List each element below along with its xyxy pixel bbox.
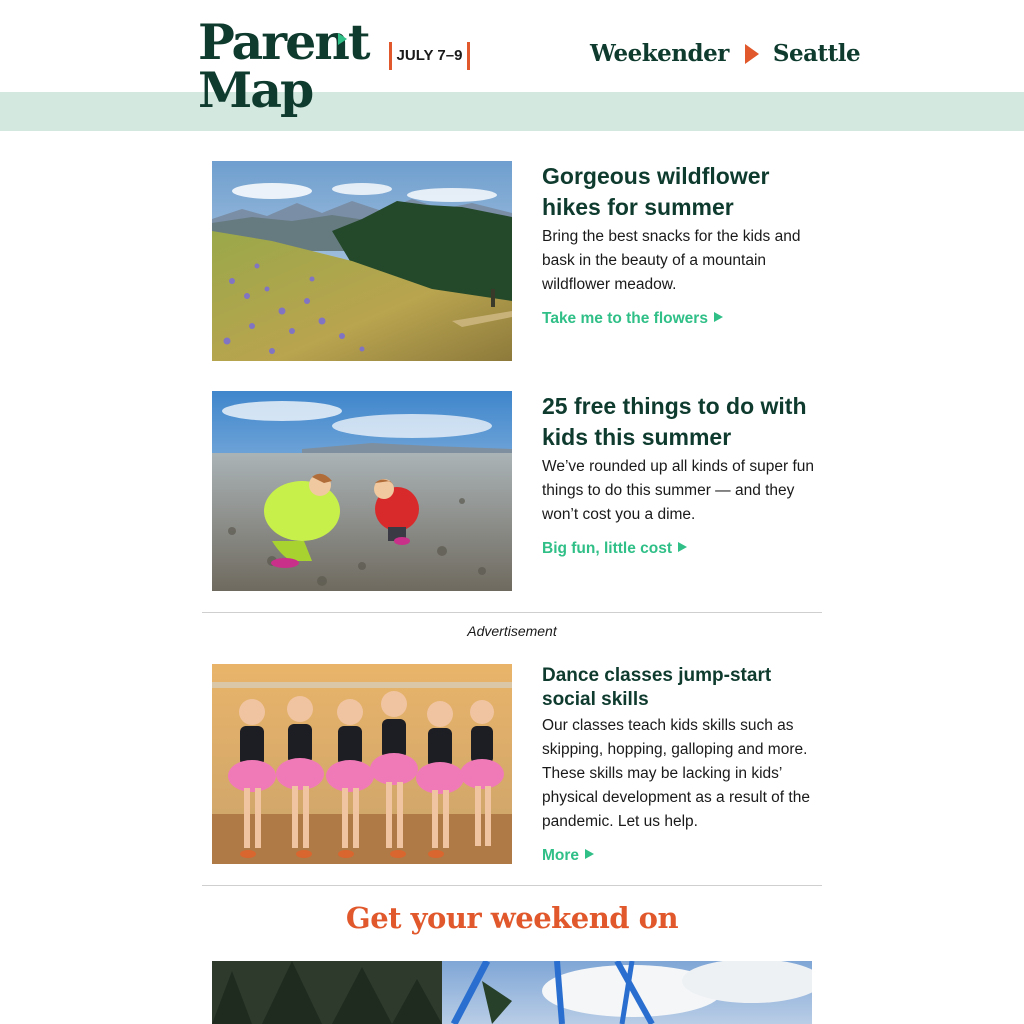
wildflower-meadow-photo[interactable] <box>212 161 512 361</box>
article-description: Bring the best snacks for the kids and bask in the beauty of a mountain wildflower meadow. <box>542 228 801 293</box>
article-description: We’ve rounded up all kinds of super fun things to do this summer — and they won’t cost you a dime. <box>542 458 814 523</box>
advertisement-label: Advertisement <box>467 623 557 639</box>
ad-headline[interactable]: Dance classes jump-start social skills <box>542 665 772 710</box>
divider <box>202 885 822 886</box>
logo-word-map: Map <box>198 61 313 119</box>
edition-name: Weekender <box>590 40 729 67</box>
article-headline[interactable]: 25 free things to do with kids this summer <box>542 393 807 450</box>
dance-class-photo[interactable] <box>212 664 512 864</box>
divider <box>202 612 822 613</box>
logo-word-parent: Parent <box>198 13 369 71</box>
edition-title <box>590 36 860 72</box>
play-arrow-icon <box>745 44 759 64</box>
cta-label: Take me to the flowers <box>542 310 708 327</box>
playground-photo[interactable] <box>212 961 812 1024</box>
article-text <box>542 391 824 561</box>
header-band <box>0 92 1024 131</box>
article-headline[interactable]: Gorgeous wildflower hikes for summer <box>542 163 770 220</box>
logo-play-icon <box>338 33 347 45</box>
parentmap-logo[interactable] <box>198 13 369 124</box>
wildflower-cta-link[interactable] <box>542 307 723 331</box>
section-title: Get your weekend on <box>345 901 679 935</box>
kids-tidepool-photo[interactable] <box>212 391 512 591</box>
cta-label: Big fun, little cost <box>542 540 673 557</box>
date-badge: JULY 7–9 <box>389 42 470 70</box>
edition-city: Seattle <box>772 40 861 67</box>
article-card <box>212 391 824 591</box>
play-arrow-icon <box>585 849 594 859</box>
advertisement-card <box>212 664 824 864</box>
article-card <box>212 161 824 361</box>
ad-more-link[interactable] <box>542 844 594 868</box>
advertisement-text <box>542 664 824 868</box>
free-things-cta-link[interactable] <box>542 537 687 561</box>
cta-label: More <box>542 847 580 864</box>
play-arrow-icon <box>678 542 687 552</box>
ad-description: Our classes teach kids skills such as skipping, hopping, galloping and more. These skills may be lacking in kids’ physical development as a result of the pandemic. Let us help. <box>542 717 810 830</box>
email-header <box>0 0 1024 92</box>
play-arrow-icon <box>714 312 723 322</box>
article-text <box>542 161 824 331</box>
